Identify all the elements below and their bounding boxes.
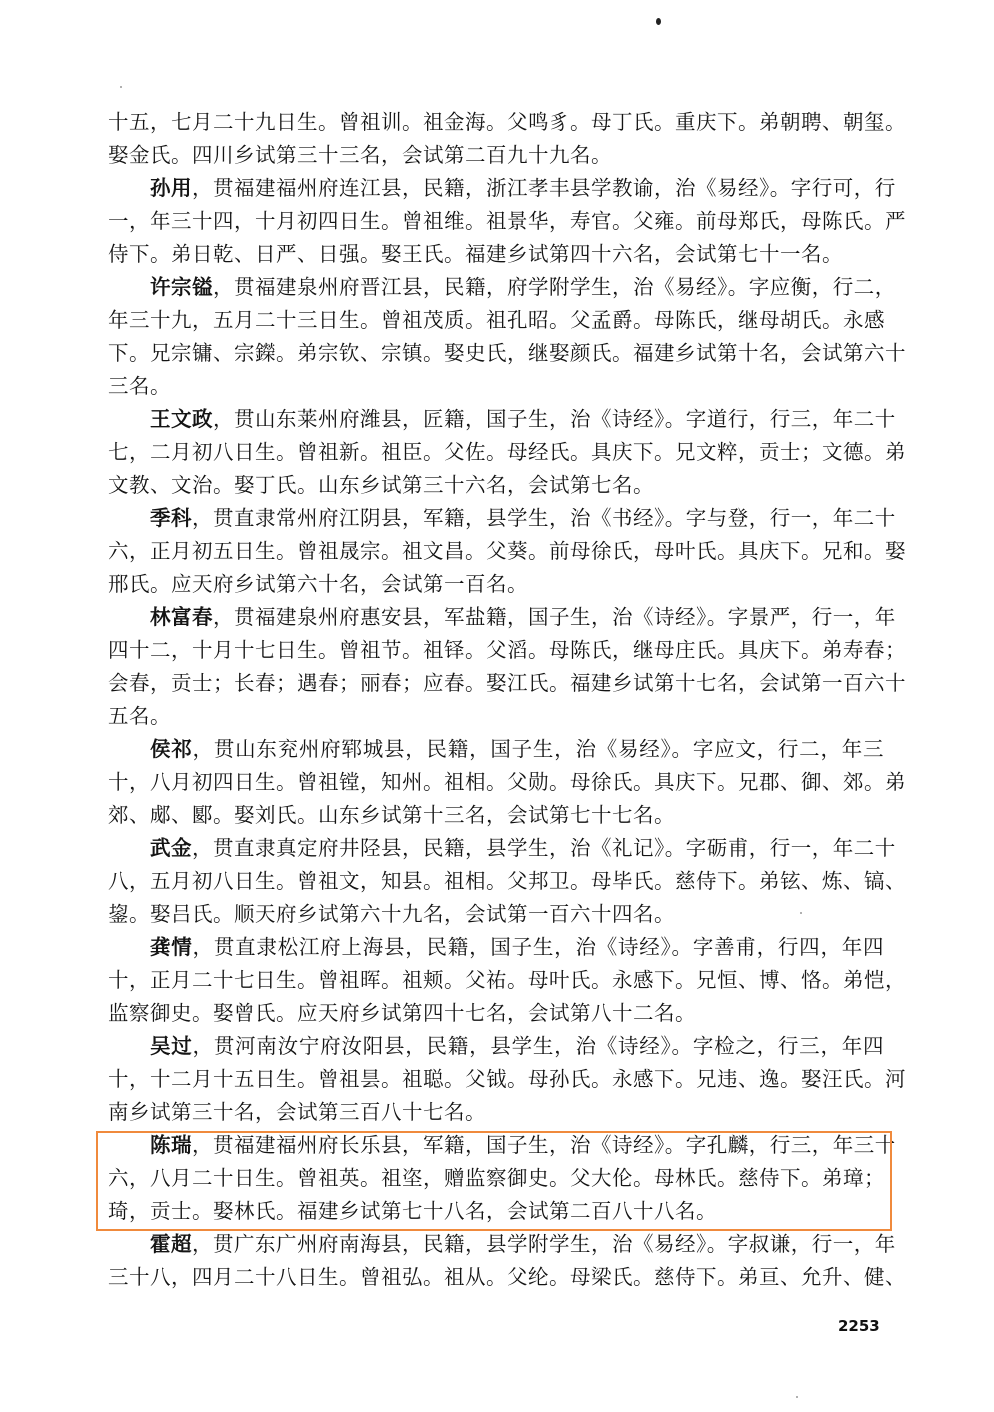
person-name: 林富春 [150, 605, 213, 629]
text-line: 季科，贯直隶常州府江阴县，军籍，县学生，治《书经》。字与登，行一，年二十 [150, 506, 896, 530]
text-line: 一，年三十四，十月初四日生。曾祖维。祖景华，寿官。父雍。前母郑氏，母陈氏。严 [108, 209, 906, 233]
text-line: 琦，贡士。娶林氏。福建乡试第七十八名，会试第二百八十八名。 [108, 1199, 717, 1223]
speck [120, 86, 122, 88]
text-line: 三十八，四月二十八日生。曾祖弘。祖从。父纶。母梁氏。慈侍下。弟亘、允升、健、 [108, 1265, 906, 1289]
text-line: 六，正月初五日生。曾祖晟宗。祖文昌。父葵。前母徐氏，母叶氏。具庆下。兄和。娶 [108, 539, 906, 563]
text-line: 五名。 [108, 704, 171, 728]
text-line: 侍下。弟日乾、日严、日强。娶王氏。福建乡试第四十六名，会试第七十一名。 [108, 242, 843, 266]
person-name: 霍超 [150, 1232, 192, 1256]
page-number: 2253 [838, 1317, 880, 1335]
text-line: 邢氏。应天府乡试第六十名，会试第一百名。 [108, 572, 528, 596]
person-name: 侯祁 [150, 737, 193, 761]
text-line: 六，八月二十日生。曾祖英。祖垐，赠监察御史。父大伦。母林氏。慈侍下。弟璋； [108, 1166, 885, 1190]
text-line: 林富春，贯福建泉州府惠安县，军盐籍，国子生，治《诗经》。字景严，行一，年 [150, 605, 896, 629]
text-line: 鋆。娶吕氏。顺天府乡试第六十九名，会试第一百六十四名。 [108, 902, 675, 926]
text-line: 八，五月初八日生。曾祖文，知县。祖相。父邦卫。母毕氏。慈侍下。弟铉、炼、镐、 [108, 869, 906, 893]
text-line: 郊、郕、郾。娶刘氏。山东乡试第十三名，会试第七十七名。 [108, 803, 675, 827]
person-name: 陈瑞 [150, 1133, 192, 1157]
text-line: 侯祁，贯山东兖州府郓城县，民籍，国子生，治《易经》。字应文，行二，年三 [150, 737, 885, 761]
text-line: 陈瑞，贯福建福州府长乐县，军籍，国子生，治《诗经》。字孔麟，行三，年三十 [150, 1133, 896, 1157]
person-name: 季科 [150, 506, 192, 530]
text-line: 七，二月初八日生。曾祖新。祖臣。父佐。母经氏。具庆下。兄文粹，贡士；文德。弟 [108, 440, 906, 464]
text-line: 南乡试第三十名，会试第三百八十七名。 [108, 1100, 486, 1124]
text-line: 龚情，贯直隶松江府上海县，民籍，国子生，治《诗经》。字善甫，行四，年四 [150, 935, 885, 959]
text-line: 十，十二月十五日生。曾祖昙。祖聪。父钺。母孙氏。永感下。兄违、逸。娶汪氏。河 [108, 1067, 906, 1091]
text-line: 吴过，贯河南汝宁府汝阳县，民籍，县学生，治《诗经》。字检之，行三，年四 [150, 1034, 885, 1058]
text-line: 下。兄宗镛、宗鑅。弟宗钦、宗镇。娶史氏，继娶颜氏。福建乡试第十名，会试第六十 [108, 341, 906, 365]
person-name: 王文政 [150, 407, 213, 431]
person-name: 吴过 [150, 1034, 193, 1058]
text-line: 许宗镒，贯福建泉州府晋江县，民籍，府学附学生，治《易经》。字应衡，行二， [150, 275, 896, 299]
text-line: 十五，七月二十九日生。曾祖训。祖金海。父鸣豸。母丁氏。重庆下。弟朝聘、朝玺。 [108, 110, 906, 134]
person-name: 许宗镒 [150, 275, 213, 299]
ink-dot [656, 18, 661, 25]
text-line: 年三十九，五月二十三日生。曾祖茂质。祖孔昭。父孟爵。母陈氏，继母胡氏。永感 [108, 308, 885, 332]
text-line: 监察御史。娶曾氏。应天府乡试第四十七名，会试第八十二名。 [108, 1001, 696, 1025]
speck [796, 1396, 798, 1398]
text-line: 武金，贯直隶真定府井陉县，民籍，县学生，治《礼记》。字砺甫，行一，年二十 [150, 836, 896, 860]
text-line: 王文政，贯山东莱州府潍县，匠籍，国子生，治《诗经》。字道行，行三，年二十 [150, 407, 896, 431]
text-line: 孙用，贯福建福州府连江县，民籍，浙江孝丰县学教谕，治《易经》。字行可，行 [150, 176, 896, 200]
text-body [108, 106, 906, 1294]
person-name: 武金 [150, 836, 192, 860]
person-name: 龚情 [150, 935, 193, 959]
text-line: 三名。 [108, 374, 171, 398]
person-name: 孙用 [150, 176, 192, 200]
text-line: 四十二，十月十七日生。曾祖节。祖铎。父滔。母陈氏，继母庄氏。具庆下。弟寿春； [108, 638, 906, 662]
text-line: 文教、文治。娶丁氏。山东乡试第三十六名，会试第七名。 [108, 473, 654, 497]
text-line: 霍超，贯广东广州府南海县，民籍，县学附学生，治《易经》。字叔谦，行一，年 [150, 1232, 896, 1256]
text-line: 十，八月初四日生。曾祖镗，知州。祖相。父勋。母徐氏。具庆下。兄郡、御、郊。弟 [108, 770, 906, 794]
text-line: 娶金氏。四川乡试第三十三名，会试第二百九十九名。 [108, 143, 612, 167]
text-line: 十，正月二十七日生。曾祖晖。祖颊。父祐。母叶氏。永感下。兄恒、博、恪。弟恺， [108, 968, 906, 992]
text-line: 会春，贡士；长春；遇春；丽春；应春。娶江氏。福建乡试第十七名，会试第一百六十 [108, 671, 906, 695]
